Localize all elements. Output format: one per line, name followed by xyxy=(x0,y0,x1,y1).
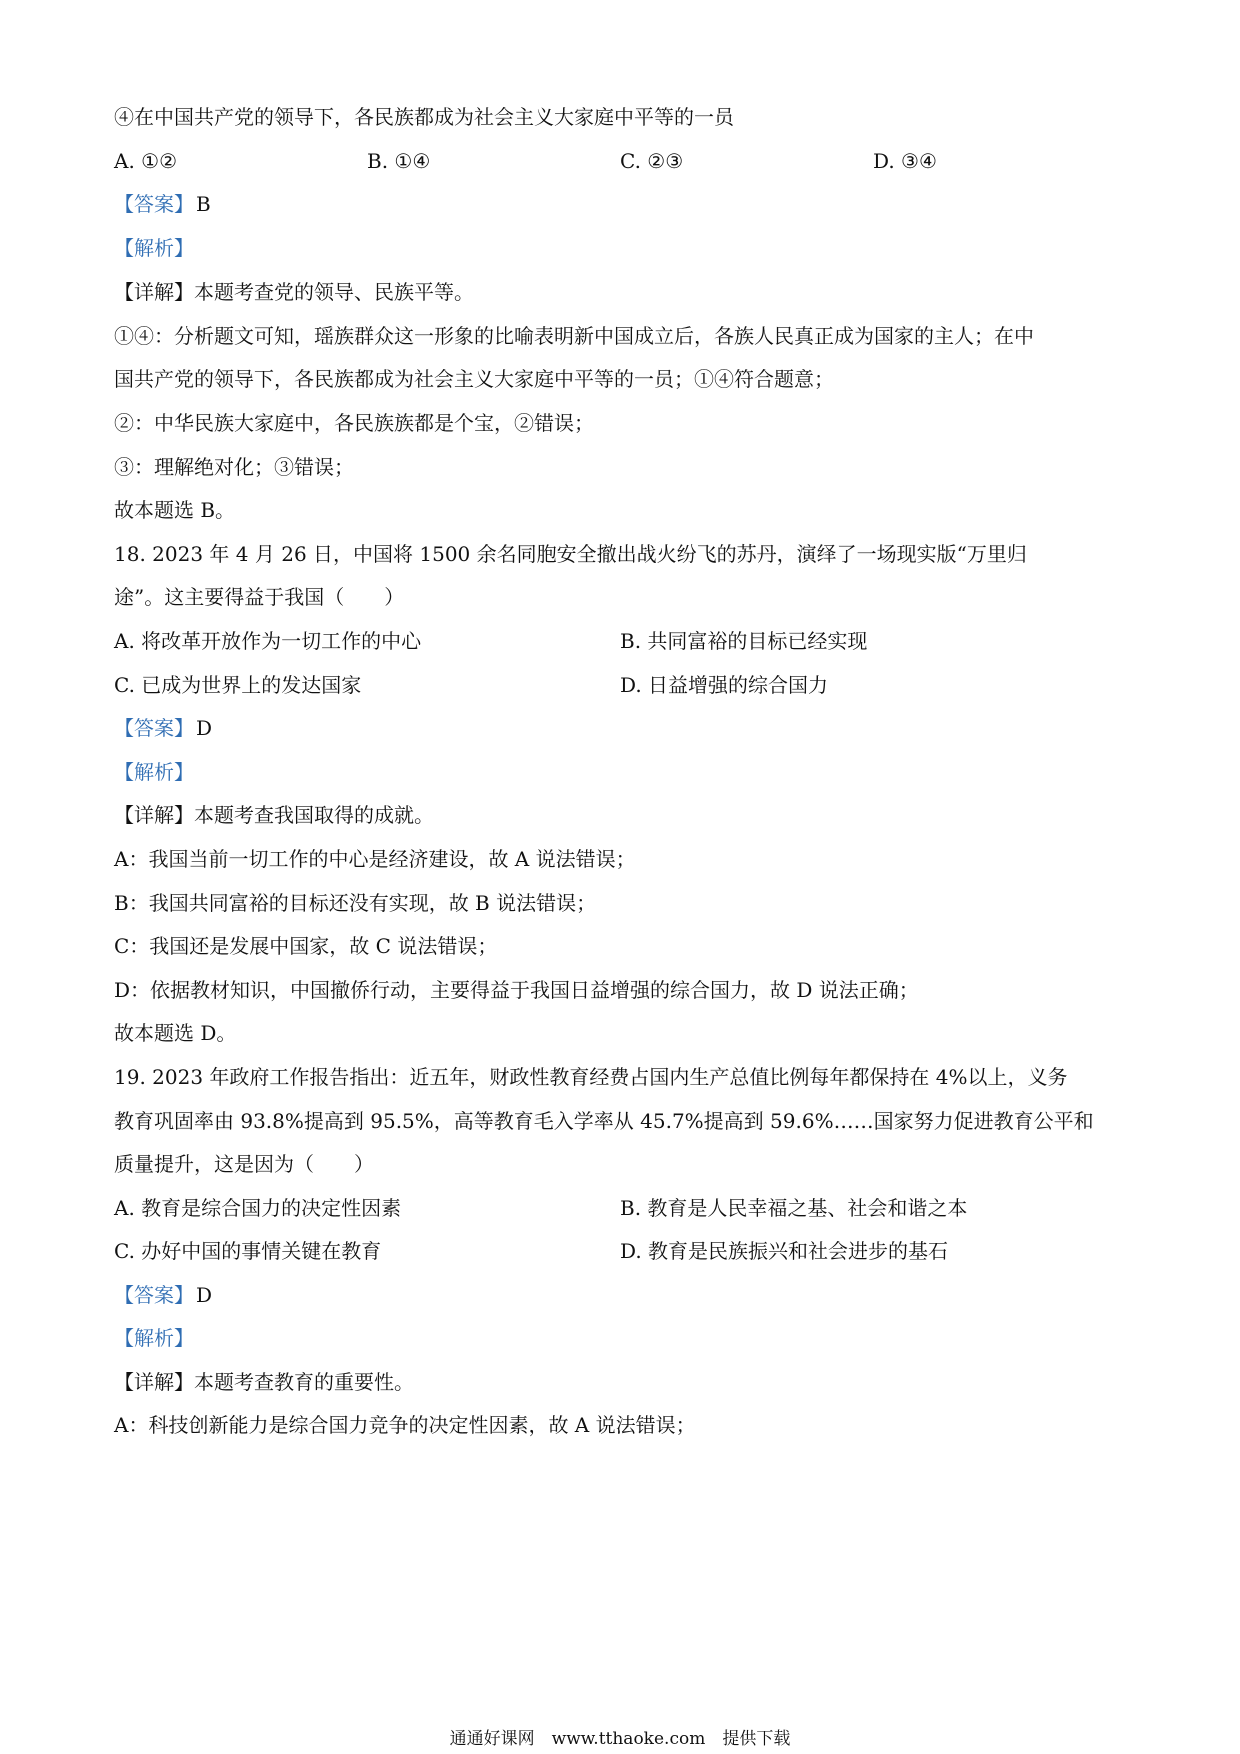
q17-explain-line: ③：理解绝对化；③错误； xyxy=(114,455,354,479)
detail-intro: 本题考查教育的重要性。 xyxy=(194,1370,414,1394)
q17-analysis-heading xyxy=(114,233,1134,263)
q19-answer xyxy=(114,1280,1134,1310)
q17-conclusion: 故本题选 B。 xyxy=(114,498,236,522)
q17-option-a: A. ①② xyxy=(114,149,178,173)
answer-tag: 【答案】 xyxy=(114,1283,194,1307)
q17-explain-line: 国共产党的领导下，各民族都成为社会主义大家庭中平等的一员；①④符合题意； xyxy=(114,367,834,391)
q17-explain-line: ①④：分析题文可知，瑶族群众这一形象的比喻表明新中国成立后，各族人民真正成为国家的主人；在中 xyxy=(114,324,1034,348)
q18-detail xyxy=(114,800,1134,830)
q18-explain-line: A：我国当前一切工作的中心是经济建设，故 A 说法错误； xyxy=(114,847,636,871)
q17-option-d: D. ③④ xyxy=(873,149,937,173)
q19-option-d: D. 教育是民族振兴和社会进步的基石 xyxy=(620,1239,949,1263)
q19-stem-line: 质量提升，这是因为（ ） xyxy=(114,1152,374,1176)
q17-statement-4: ④在中国共产党的领导下，各民族都成为社会主义大家庭中平等的一员 xyxy=(114,105,734,129)
q19-analysis-heading xyxy=(114,1323,1134,1353)
q18-option-d: D. 日益增强的综合国力 xyxy=(620,673,829,697)
q18-conclusion: 故本题选 D。 xyxy=(114,1021,237,1045)
detail-tag: 【详解】 xyxy=(114,280,194,304)
q18-explain-line: B：我国共同富裕的目标还没有实现，故 B 说法错误； xyxy=(114,891,597,915)
q18-option-c: C. 已成为世界上的发达国家 xyxy=(114,673,362,697)
q17-detail xyxy=(114,277,1134,307)
q18-explain-line: D：依据教材知识，中国撤侨行动，主要得益于我国日益增强的综合国力，故 D 说法正确； xyxy=(114,978,919,1002)
answer-value: D xyxy=(196,716,213,740)
q17-option-c: C. ②③ xyxy=(620,149,684,173)
answer-tag: 【答案】 xyxy=(114,192,194,216)
analysis-tag: 【解析】 xyxy=(114,236,194,260)
answer-value: D xyxy=(196,1283,213,1307)
q19-stem-line: 教育巩固率由 93.8%提高到 95.5%，高等教育毛入学率从 45.7%提高到 59.6%……国家努力促进教育公平和 xyxy=(114,1109,1094,1133)
q18-stem-line: 途”。这主要得益于我国（ ） xyxy=(114,585,405,609)
detail-tag: 【详解】 xyxy=(114,1370,194,1394)
q18-analysis-heading xyxy=(114,757,1134,787)
q18-explain-line: C：我国还是发展中国家，故 C 说法错误； xyxy=(114,934,498,958)
answer-value: B xyxy=(196,192,211,216)
detail-tag: 【详解】 xyxy=(114,803,194,827)
q19-option-c: C. 办好中国的事情关键在教育 xyxy=(114,1239,382,1263)
footer-watermark: 通通好课网 www.tthaoke.com 提供下载 xyxy=(449,1729,791,1749)
q19-explain-line: A：科技创新能力是综合国力竞争的决定性因素，故 A 说法错误； xyxy=(114,1413,696,1437)
q19-option-a: A. 教育是综合国力的决定性因素 xyxy=(114,1196,402,1220)
answer-tag: 【答案】 xyxy=(114,716,194,740)
analysis-tag: 【解析】 xyxy=(114,1326,194,1350)
q19-option-b: B. 教育是人民幸福之基、社会和谐之本 xyxy=(620,1196,968,1220)
q17-option-b: B. ①④ xyxy=(367,149,431,173)
q18-answer xyxy=(114,713,1134,743)
q17-answer xyxy=(114,189,1134,219)
q19-stem-line: 19. 2023 年政府工作报告指出：近五年，财政性教育经费占国内生产总值比例每年都保持在 4%以上，义务 xyxy=(114,1065,1068,1089)
q18-option-a: A. 将改革开放作为一切工作的中心 xyxy=(114,629,422,653)
detail-intro: 本题考查党的领导、民族平等。 xyxy=(194,280,474,304)
detail-intro: 本题考查我国取得的成就。 xyxy=(194,803,434,827)
analysis-tag: 【解析】 xyxy=(114,760,194,784)
q18-option-b: B. 共同富裕的目标已经实现 xyxy=(620,629,868,653)
q19-detail xyxy=(114,1367,1134,1397)
q18-stem-line: 18. 2023 年 4 月 26 日，中国将 1500 余名同胞安全撤出战火纷飞的苏丹，演绎了一场现实版“万里归 xyxy=(114,542,1027,566)
q17-explain-line: ②：中华民族大家庭中，各民族族都是个宝，②错误； xyxy=(114,411,594,435)
